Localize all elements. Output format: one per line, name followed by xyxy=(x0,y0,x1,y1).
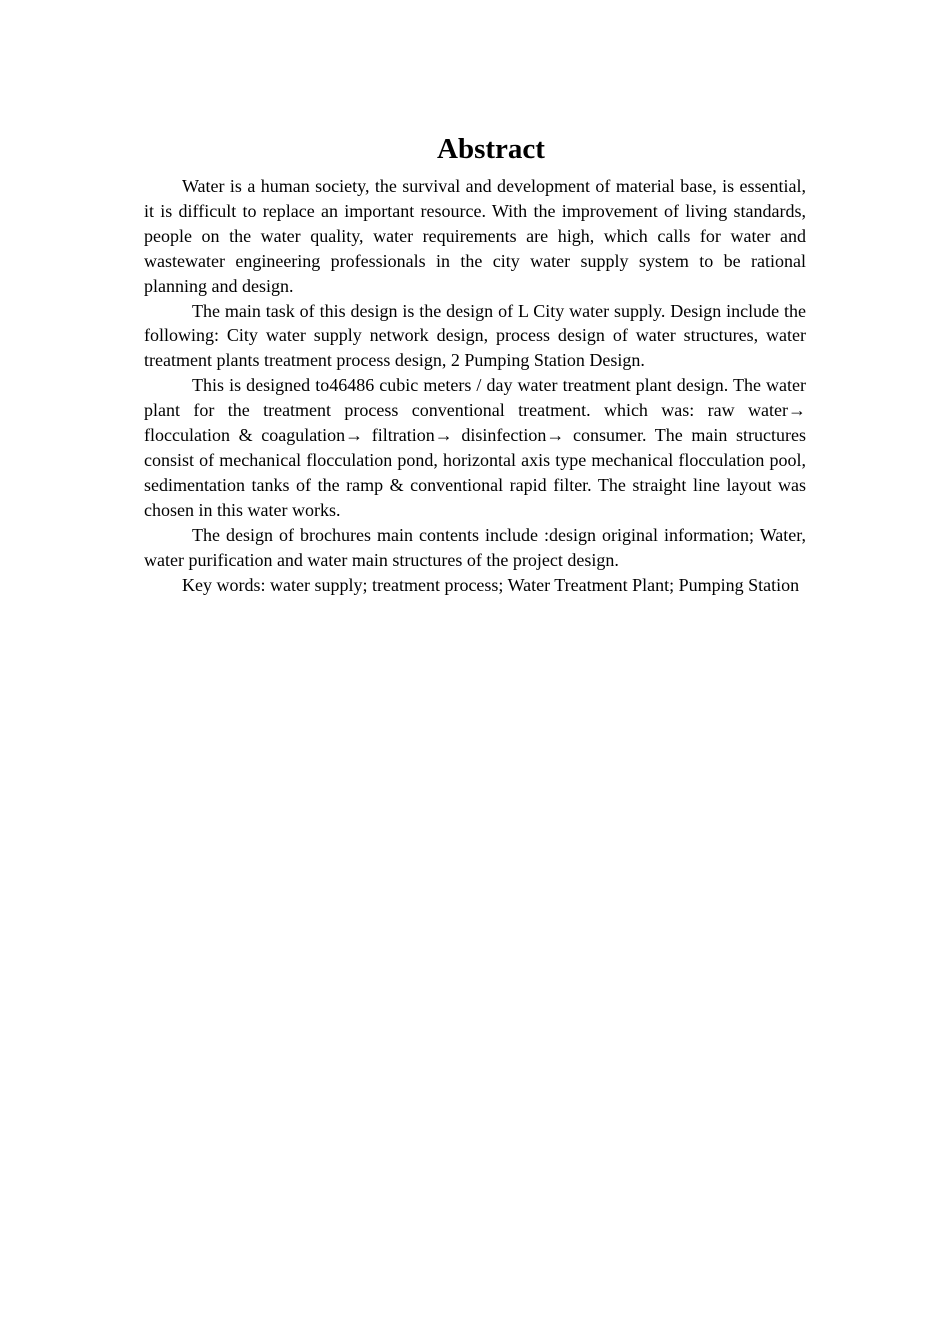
abstract-paragraph-2: The main task of this design is the design of L City water supply. Design include the following: City water supply network design, process design of water structures, water treatment plants treatment process design, 2 Pumping Station Design. xyxy=(144,300,806,371)
page-title: Abstract xyxy=(437,133,545,165)
abstract-paragraph-1: Water is a human society, the survival and development of material base, is essential, it is difficult to replace an important resource. With the improvement of living standards, people on the water quality, water requirements are high, which calls for water and wastewater engineering professionals in the city water supply system to be rational planning and design. xyxy=(144,176,806,296)
keywords-text: water supply; treatment process; Water Treatment Plant; Pumping Station xyxy=(270,574,800,595)
keywords-label: Key words: xyxy=(182,574,270,595)
abstract-paragraph-4: The design of brochures main contents include :design original information; Water, water purification and water main structures of the project design. xyxy=(144,524,806,570)
abstract-section xyxy=(144,130,806,597)
abstract-paragraph-3: This is designed to46486 cubic meters / day water treatment plant design. The water plant for the treatment process conventional treatment. which was: raw water→ flocculation & coagulation→ filtration→ disinfection→ consumer. The main structures consist of mechanical flocculation pond, horizontal axis type mechanical flocculation pool, sedimentation tanks of the ramp & conventional rapid filter. The straight line layout was chosen in this water works. xyxy=(144,375,806,520)
keywords-paragraph xyxy=(144,573,806,598)
